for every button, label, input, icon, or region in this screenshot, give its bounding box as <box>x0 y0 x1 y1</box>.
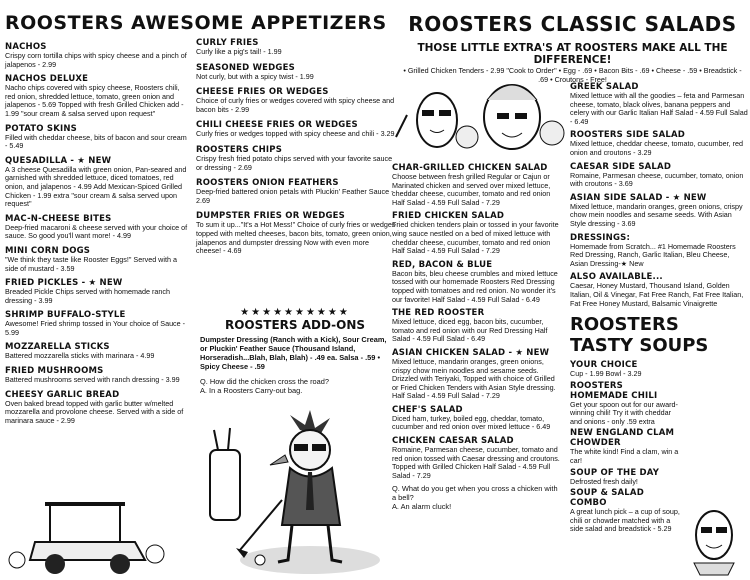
menu-item-description: Cup - 1.99 Bowl - 3.29 <box>570 369 642 379</box>
menu-item <box>196 145 396 172</box>
menu-item-name: SHRIMP BUFFALO-STYLE <box>5 310 126 321</box>
menu-item-name: ASIAN CHICKEN SALAD - ★ NEW <box>392 347 550 358</box>
menu-item-description: A 3 cheese Quesadilla with green onion, Pan-seared and garnished with shredded lettuce, diced tomatoes, red onion, and jalapenos - 4.99 Add Mexican-Spiced Grilled Chicken - 1.99 extra "sour cream & salsa served upon request" <box>5 164 187 209</box>
menu-item-name: FRIED CHICKEN SALAD <box>392 211 505 222</box>
appetizers-left-list <box>5 42 190 425</box>
menu-item-description: The white kind! Find a clam, win a car! <box>570 447 679 466</box>
menu-item-description: Not curly, but with a spicy twist - 1.99 <box>196 71 314 81</box>
menu-item-description: Defrosted fresh daily! <box>570 476 638 486</box>
addons-title: ROOSTERS ADD-ONS <box>224 318 366 332</box>
menu-item-name: NACHOS DELUXE <box>5 74 89 85</box>
menu-item-name: ROOSTERS HOMEMADE CHILI <box>570 380 658 401</box>
menu-item <box>570 130 748 157</box>
menu-item-name: ROOSTERS CHIPS <box>196 144 283 155</box>
menu-item <box>392 436 562 480</box>
menu-item-description: A great lunch pick – a cup of soup, chili or chowder matched with a side salad and breadstick - 5.29 <box>570 507 680 534</box>
menu-item-name: MOZZARELLA STICKS <box>5 342 110 353</box>
menu-item-name: THE RED ROOSTER <box>392 308 485 319</box>
salads-right-column <box>570 82 748 536</box>
menu-item <box>570 82 748 126</box>
menu-item <box>5 74 190 118</box>
menu-item <box>570 272 748 308</box>
menu-item-name: RED, BACON & BLUE <box>392 259 493 270</box>
menu-item <box>5 278 190 305</box>
menu-item <box>196 178 396 205</box>
joke-question: Q. How did the chicken cross the road? <box>200 377 329 386</box>
soups-title-line2: TASTY SOUPS <box>570 335 709 357</box>
menu-item-description: Mixed lettuce with all the goodies – feta and Parmesan cheese, tomato, black olives, banana peppers and celery with our Garlic Italian Half Salad - 4.59 Full Salad - 6.49 <box>570 91 748 126</box>
appetizers-mid-list <box>196 38 396 256</box>
menu-item-description: Get your spoon out for our award-winning chili! Try it with cheddar and onions - only .59 extra <box>570 399 678 426</box>
menu-item-description: Curly like a pig's tail! - 1.99 <box>196 47 282 56</box>
menu-item-name: FRIED MUSHROOMS <box>5 366 104 377</box>
appetizers-mid-column <box>196 38 396 262</box>
golf-cart-illustration <box>5 492 175 580</box>
menu-item <box>392 163 562 207</box>
menu-item-name: CHEESY GARLIC BREAD <box>5 389 120 400</box>
menu-item-description: To sum it up..."It's a Hot Mess!" Choice of curly fries or wedges topped with melted cheeses, bacon bits, tomato, green onion, jalapenos and dumpster dressing Now with even more cheese! - 4.69 <box>196 220 396 256</box>
menu-item-description: Mixed lettuce, diced egg, bacon bits, cucumber, tomato and red onion with our Red Dressing Half Salad - 4.59 Full Salad - 6.49 <box>392 317 548 344</box>
menu-item <box>570 193 748 229</box>
menu-item-name: CHAR-GRILLED CHICKEN SALAD <box>392 163 548 173</box>
menu-item-name: DUMPSTER FRIES OR WEDGES <box>196 211 345 222</box>
menu-item <box>196 38 396 57</box>
addons-stars: ★★★★★★★★★★ <box>240 307 350 318</box>
menu-item-name: ALSO AVAILABLE... <box>570 272 663 283</box>
menu-item-name: CHILI CHEESE FRIES OR WEDGES <box>196 120 358 131</box>
menu-item-name: NEW ENGLAND CLAM CHOWDER <box>570 428 675 449</box>
menu-item-description: Deep-fried macaroni & cheese served with your choice of sauce. So good you'll want more! - 4.99 <box>5 222 188 241</box>
menu-item-name: ROOSTERS ONION FEATHERS <box>196 178 339 189</box>
menu-item-name: DRESSINGS: <box>570 232 631 243</box>
salads-left-list <box>392 163 562 480</box>
menu-item-description: Diced ham, turkey, boiled egg, cheddar, tomato, cucumber and red onion over mixed lettuce - 6.49 <box>392 413 551 432</box>
menu-item-name: ROOSTERS SIDE SALAD <box>570 130 686 141</box>
menu-item <box>570 428 682 465</box>
egg-soup-illustration <box>684 505 744 577</box>
menu-item-name: CURLY FRIES <box>196 38 259 48</box>
menu-item-name: MINI CORN DOGS <box>5 245 91 256</box>
menu-item-name: CHEESE FRIES OR WEDGES <box>196 87 329 98</box>
menu-item <box>5 214 190 241</box>
menu-item-description: Crispy fresh fried potato chips served with your favorite sauce or dressing - 2.69 <box>196 153 393 172</box>
menu-item-name: CAESAR SIDE SALAD <box>570 161 672 172</box>
menu-item-name: ASIAN SIDE SALAD - ★ NEW <box>570 192 707 203</box>
menu-item <box>392 348 562 401</box>
menu-item-name: CHICKEN CAESAR SALAD <box>392 436 514 447</box>
menu-item-description: Fried chicken tenders plain or tossed in your favorite wing sauce nestled on a bed of mixed lettuce with cheddar cheese, cucumber, tomato and red onion Half Salad - 4.59 Full Salad - 7.29 <box>392 220 559 256</box>
joke-chicken-road <box>200 377 390 395</box>
salads-header <box>400 0 745 84</box>
menu-item-description: Deep-fried battered onion petals with Pluckin' Feather Sauce - 2.69 <box>196 187 394 205</box>
menu-item-description: Caesar, Honey Mustard, Thousand Island, Golden Italian, Oil & Vinegar, Fat Free Ranch, Fat Free Italian, Fat Free Honey Mustard, Balsamic Vinaigrette <box>570 281 744 308</box>
menu-item <box>392 308 562 344</box>
menu-item-description: Romaine, Parmesan cheese, cucumber, tomato, onion with croutons - 3.69 <box>570 170 744 189</box>
menu-item-description: Mixed lettuce, mandarin oranges, green onions, crispy chow mein noodles and sesame seeds. Drizzled with Teriyaki, Topped with choice of Grilled or Fried Chicken Tenders with Asian Style dressing. Half Salad - 4.59 Full Salad - 7.29 <box>392 356 556 401</box>
rooster-golfer-illustration <box>200 410 385 580</box>
soups-list <box>570 360 682 534</box>
menu-item <box>392 405 562 432</box>
salads-title: ROOSTERS CLASSIC SALADS <box>408 12 737 36</box>
menu-item <box>570 381 682 427</box>
menu-item-name: GREEK SALAD <box>570 82 639 92</box>
menu-item <box>570 488 682 534</box>
menu-item-description: Curly fries or wedges topped with spicy cheese and chili - 3.29 <box>196 129 395 139</box>
menu-item <box>570 162 748 189</box>
menu-item-name: POTATO SKINS <box>5 123 78 134</box>
menu-item <box>5 342 190 361</box>
menu-item <box>570 360 682 379</box>
menu-item <box>5 390 190 426</box>
menu-item-description: Nacho chips covered with spicy cheese, Roosters chili, red onion, shredded lettuce, tomato, green onion and jalapenos - 5.69 Topped with fresh Grilled Chicken add - 1.99 "sour cream & salsa served upon request" <box>5 83 184 118</box>
joke-answer: A. In a Roosters Carry-out bag. <box>200 386 303 395</box>
menu-item-name: MAC-N-CHEESE BITES <box>5 213 112 224</box>
joke-chicken-bell <box>392 484 562 511</box>
menu-item <box>392 260 562 304</box>
menu-item-description: Bacon bits, bleu cheese crumbles and mixed lettuce tossed with our homemade Roosters Red Dressing topped with tomatoes and red onion. No wonder it's our favorite! Half Salad - 4.59 Full Salad - 6.49 <box>392 268 558 304</box>
salads-extras: • Grilled Chicken Tenders - 2.99 "Cook to Order" • Egg - .69 • Bacon Bits - .69 • Cheese - .59 • Breadstick - .69 • Croutons - Free! <box>403 66 742 84</box>
menu-item-description: Filled with cheddar cheese, bits of bacon and sour cream - 5.49 <box>5 132 187 151</box>
menu-item <box>5 156 190 209</box>
menu-item-description: Romaine, Parmesan cheese, cucumber, tomato and red onion tossed with Caesar dressing and croutons. Topped with Grilled Chicken Half Salad - 4.59 Full Salad - 7.29 <box>392 445 560 480</box>
soups-title-line1: ROOSTERS <box>570 314 679 336</box>
joke-answer: A. An alarm cluck! <box>392 502 452 512</box>
menu-item <box>5 246 190 273</box>
egg-characters-illustration <box>392 75 572 160</box>
menu-item-description: Battered mozzarella sticks with marinara - 4.99 <box>5 351 155 361</box>
menu-item-description: Breaded Pickle Chips served with homemade ranch dressing - 3.99 <box>5 287 170 305</box>
menu-item-description: Homemade from Scratch... #1 Homemade Roosters Red Dressing, Ranch, Garlic Italian, Bleu Cheese, Asian Dressing-★ New <box>570 241 736 268</box>
menu-item-description: Mixed lettuce, mandarin oranges, green onions, crispy chow mein noodles and sesame seeds. With Asian Style dressing - 3.69 <box>570 201 743 228</box>
menu-item-name: YOUR CHOICE <box>570 360 638 371</box>
menu-item-name: CHEF'S SALAD <box>392 404 463 415</box>
menu-item <box>570 468 682 487</box>
menu-item-name: SOUP OF THE DAY <box>570 467 660 478</box>
salads-subtitle: THOSE LITTLE EXTRA'S AT ROOSTERS MAKE ALL THE DIFFERENCE! <box>417 42 728 66</box>
menu-item-description: "We think they taste like Rooster Eggs!" Served with a side of mustard - 3.59 <box>5 254 177 273</box>
menu-item <box>196 120 396 139</box>
menu-item <box>5 366 190 385</box>
menu-item-description: Crispy corn tortilla chips with spicy cheese and a pinch of jalapenos - 2.99 <box>5 51 187 69</box>
menu-item <box>5 310 190 337</box>
menu-item-description: Choose between fresh grilled Regular or Cajun or Marinated chicken and served over mixed lettuce, cheddar cheese, cucumber, tomato and red onion Half Salad - 4.59 Full Salad - 7.29 <box>392 172 551 207</box>
addons-description: Dumpster Dressing (Ranch with a Kick), Sour Cream, or Pluckin' Feather Sauce (Thousand Island, Horseradish...Blah, Blah, Blah) - .49 ea. Salsa - .59 • Spicy Cheese - .59 <box>200 335 387 371</box>
appetizers-title: ROOSTERS AWESOME APPETIZERS <box>5 12 387 34</box>
menu-item <box>5 42 190 69</box>
menu-item <box>196 87 396 114</box>
menu-item <box>196 63 396 82</box>
menu-item-description: Battered mushrooms served with ranch dressing - 3.99 <box>5 375 180 385</box>
joke-question: Q. What do you get when you cross a chicken with a bell? <box>392 484 558 503</box>
menu-item-name: FRIED PICKLES - ★ NEW <box>5 278 123 289</box>
menu-item-description: Oven baked bread topped with garlic butter w/melted mozzarella and provolone cheese. Served with a side of marinara sauce - 2.99 <box>5 398 184 425</box>
menu-item <box>196 211 396 255</box>
addons-banner <box>200 308 390 395</box>
menu-item-name: SEASONED WEDGES <box>196 62 295 73</box>
menu-item <box>5 124 190 151</box>
salads-left-column <box>392 163 562 511</box>
menu-item-name: SOUP & SALAD COMBO <box>570 488 644 509</box>
menu-item-description: Choice of curly fries or wedges covered with spicy cheese and bacon bits - 2.99 <box>196 96 395 114</box>
menu-item <box>570 233 748 269</box>
salads-right-list <box>570 82 748 308</box>
menu-item-name: QUESADILLA - ★ NEW <box>5 155 112 166</box>
menu-item-description: Mixed lettuce, cheddar cheese, tomato, cucumber, red onion and croutons - 3.29 <box>570 139 743 157</box>
menu-item-description: Awesome! Fried shrimp tossed in Your choice of Sauce - 5.99 <box>5 319 186 337</box>
menu-item <box>392 211 562 255</box>
menu-item-name: NACHOS <box>5 42 47 52</box>
